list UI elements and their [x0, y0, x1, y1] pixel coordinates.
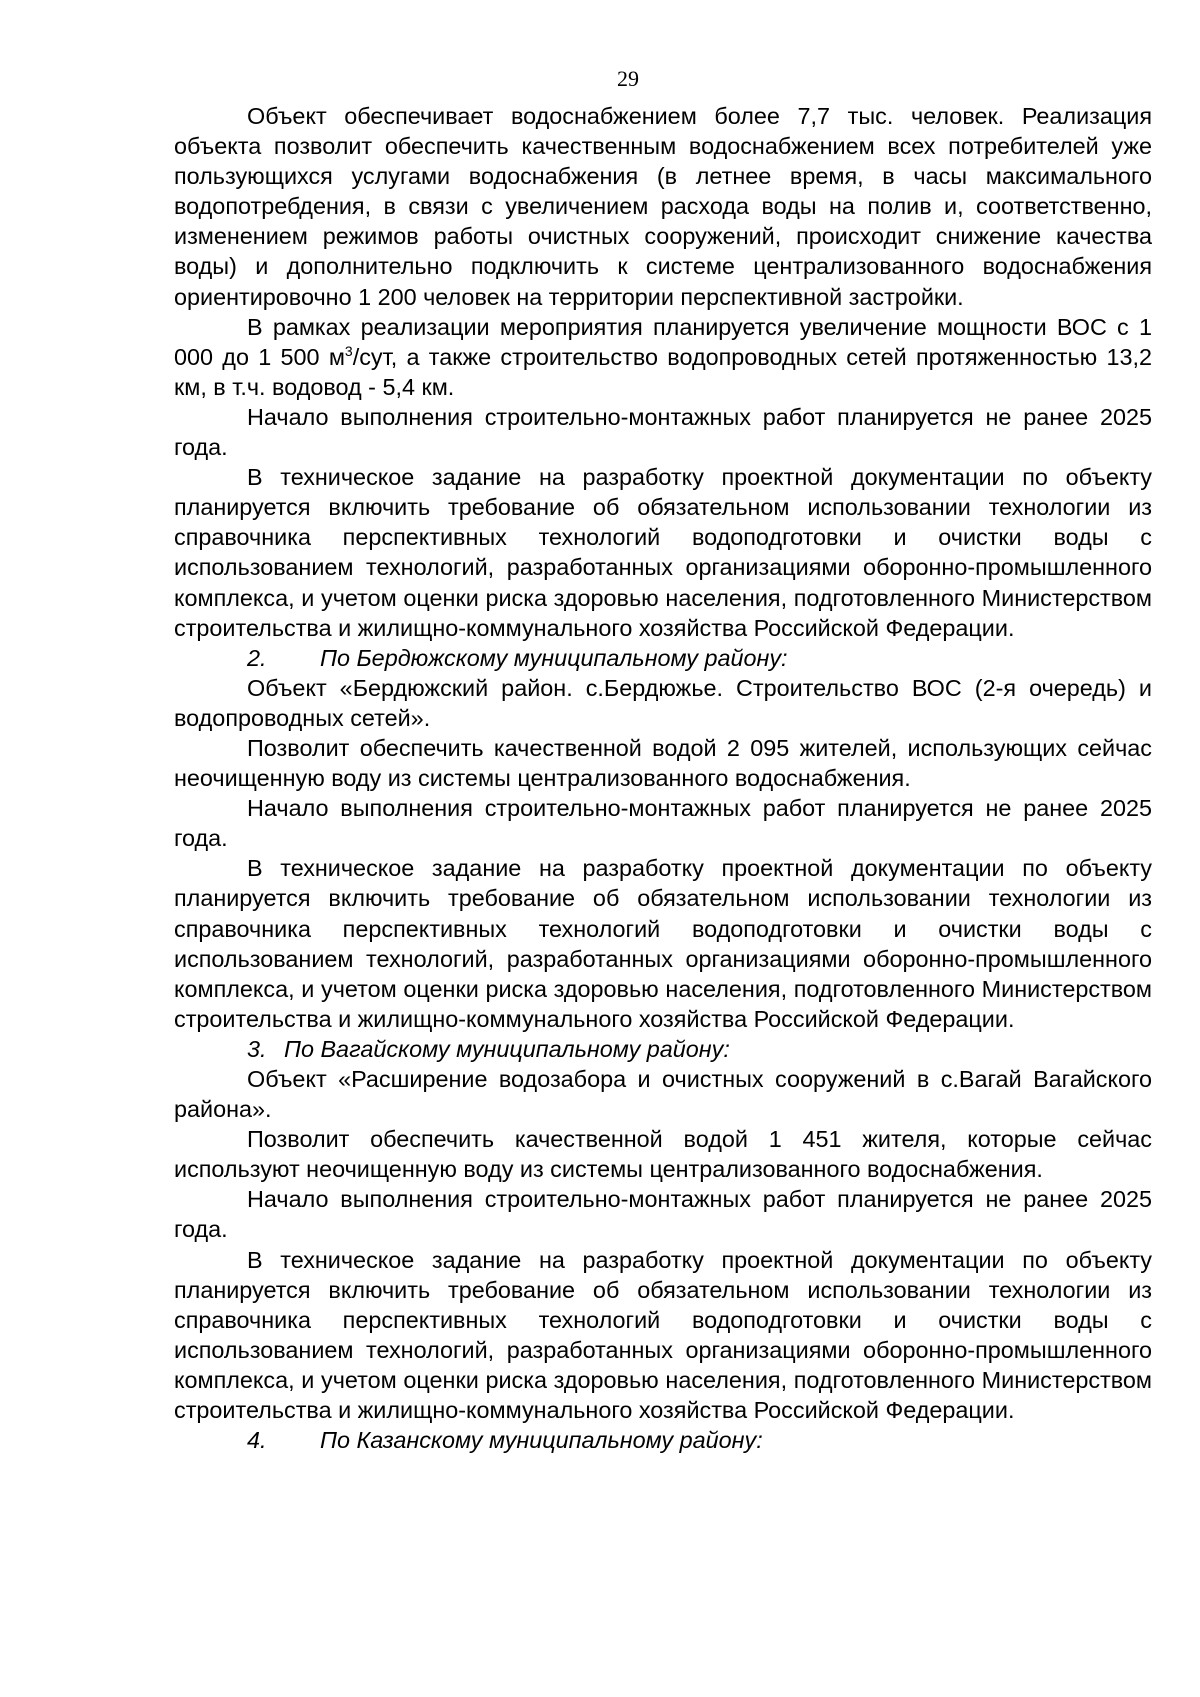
section-heading-kazansky [174, 1425, 1152, 1455]
paragraph-capacity-increase [174, 312, 1152, 402]
section-title: По Вагайскому муниципальному району: [284, 1035, 730, 1062]
paragraph-works-start: Начало выполнения строительно-монтажных работ планируется не ранее 2025 года. [174, 795, 1152, 852]
section-title: По Казанскому муниципальному району: [320, 1427, 763, 1454]
page-number: 29 [617, 66, 639, 91]
section-number: 4. [247, 1427, 267, 1454]
document-body [174, 101, 1152, 1455]
section-number: 2. [247, 644, 267, 671]
paragraph-residents-berdyuzhye: Позволит обеспечить качественной водой 2 095 жителей, использующих сейчас неочищенную воду из системы централизованного водоснабжения. [174, 734, 1152, 792]
capacity-text-continued: /сут, а также строительство водопроводных сетей протяженностью 13,2 км, в т.ч. водовод - 5,4 км. [174, 343, 1153, 400]
paragraph-water-supply-coverage: Объект обеспечивает водоснабжением более 7,7 тыс. человек. Реализация объекта позволит обеспечить качественным водоснабжением всех потребителей уже пользующихся услугами водоснабжения (в летнее время, в часы максимального водопотребдения, в связи с увеличением расхода воды на полив и, соответственно, изменением режимов работы очистных сооружений, происходит снижение качества воды) и дополнительно подключить к системе централизованного водоснабжения ориентировочно 1 200 человек на территории перспективной застройки. [174, 103, 1152, 310]
section-heading-vagaysky [174, 1034, 1152, 1064]
capacity-text: В рамках реализации мероприятия планируется увеличение мощности ВОС с 1 000 до 1 500 м [174, 313, 1152, 370]
paragraph-technical-task: В техническое задание на разработку проектной документации по объекту планируется включить требование об обязательном использовании технологии из справочника перспективных технологий водоподготовки и очистки воды с использованием технологий, разработанных организациями оборонно-промышленного комплекса, и учетом оценки риска здоровью населения, подготовленного Министерством строительства и жилищно-коммунального хозяйства Российской Федерации. [174, 855, 1152, 1032]
section-number: 3. [247, 1035, 267, 1062]
section-title: По Бердюжскому муниципальному району: [320, 644, 788, 671]
paragraph-object-vagay: Объект «Расширение водозабора и очистных сооружений в с.Вагай Вагайского района». [174, 1066, 1152, 1123]
paragraph-works-start: Начало выполнения строительно-монтажных работ планируется не ранее 2025 года. [174, 403, 1152, 461]
paragraph-object-berdyuzhye: Объект «Бердюжский район. с.Бердюжье. Строительство ВОС (2-я очередь) и водопроводных сетей». [174, 674, 1152, 731]
paragraph-works-start: Начало выполнения строительно-монтажных работ планируется не ранее 2025 года. [174, 1186, 1152, 1243]
paragraph-residents-vagay: Позволит обеспечить качественной водой 1 451 жителя, которые сейчас используют неочищенную воду из системы централизованного водоснабжения. [174, 1126, 1152, 1183]
cubic-superscript: 3 [344, 342, 353, 359]
section-heading-berdyuzhsky [174, 643, 1152, 673]
paragraph-technical-task: В техническое задание на разработку проектной документации по объекту планируется включить требование об обязательном использовании технологии из справочника перспективных технологий водоподготовки и очистки воды с использованием технологий, разработанных организациями оборонно-промышленного комплекса, и учетом оценки риска здоровью населения, подготовленного Министерством строительства и жилищно-коммунального хозяйства Российской Федерации. [174, 464, 1152, 641]
paragraph-technical-task: В техническое задание на разработку проектной документации по объекту планируется включить требование об обязательном использовании технологии из справочника перспективных технологий водоподготовки и очистки воды с использованием технологий, разработанных организациями оборонно-промышленного комплекса, и учетом оценки риска здоровью населения, подготовленного Министерством строительства и жилищно-коммунального хозяйства Российской Федерации. [174, 1246, 1152, 1424]
